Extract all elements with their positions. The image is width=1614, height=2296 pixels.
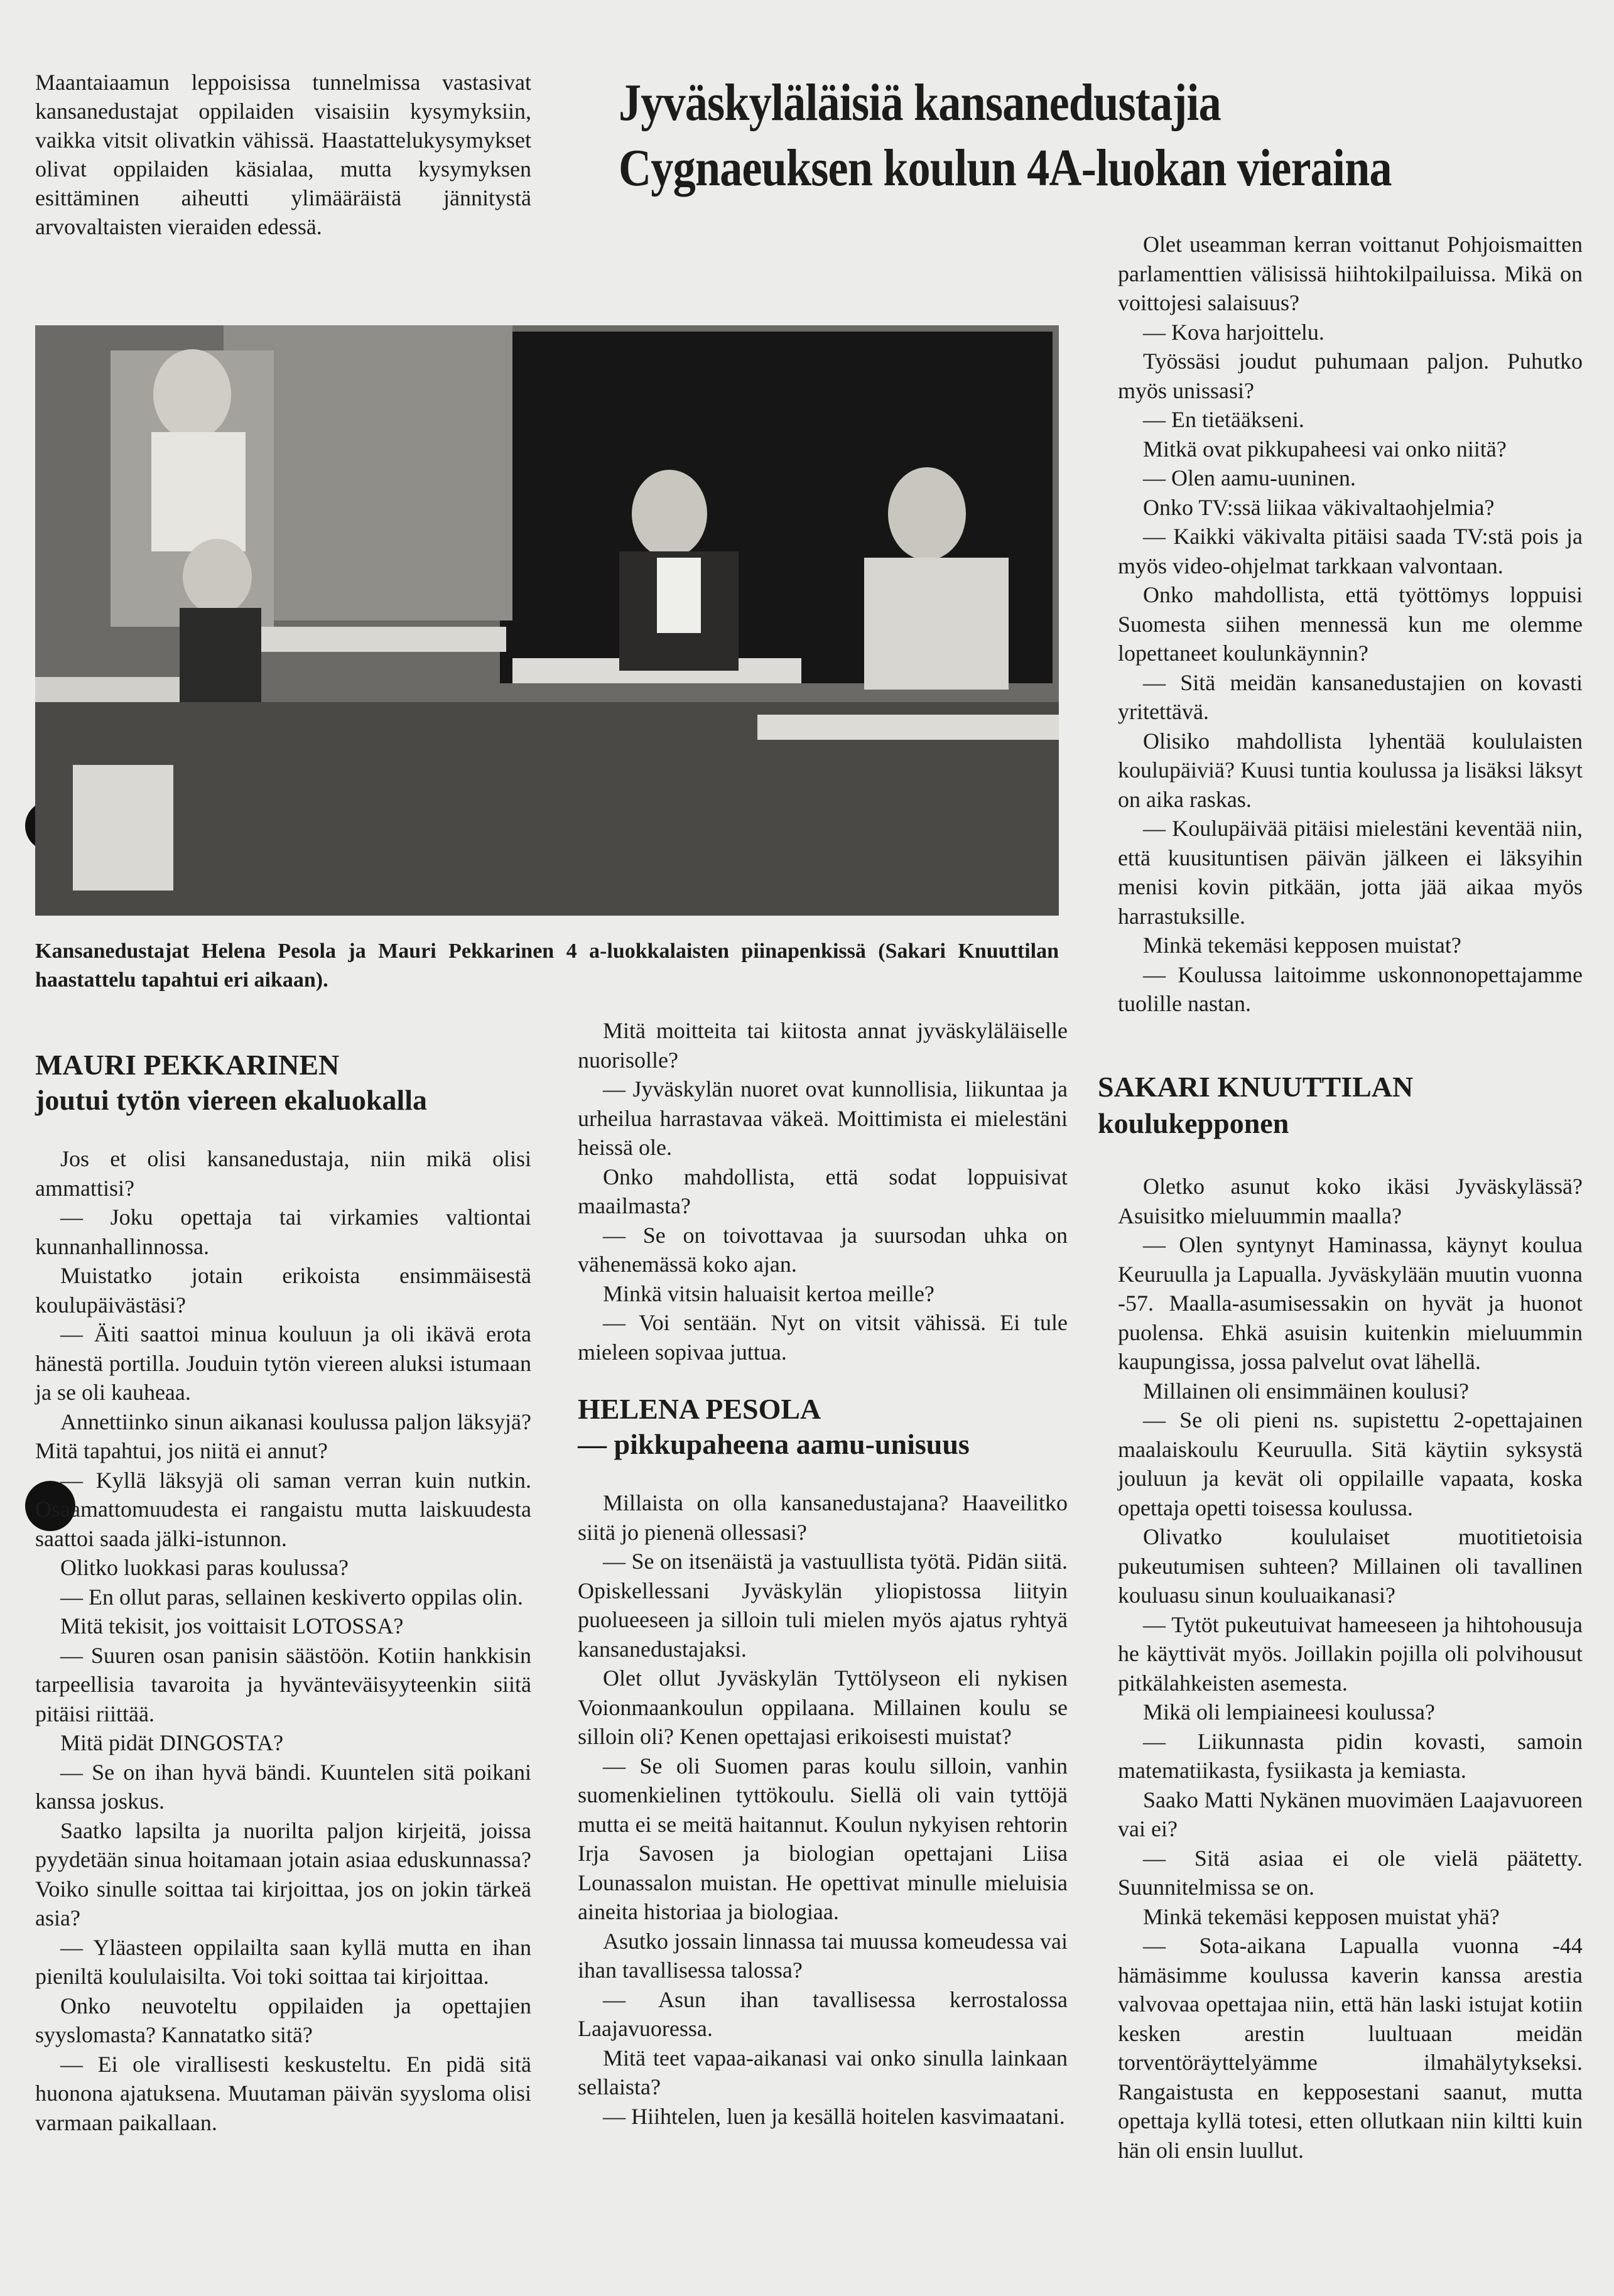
mauri-heading	[35, 1048, 531, 1118]
photo-caption: Kansanedustajat Helena Pesola ja Mauri Pekkarinen 4 a-luokkalaisten piinapenkissä (Sakari Knuuttilan haastattelu tapahtui eri aikaan).	[35, 940, 1059, 992]
headline	[619, 70, 1461, 201]
column-middle	[578, 1016, 1068, 2131]
paragraph: — Ei ole virallisesti keskusteltu. En pidä sitä huonona ajatuksena. Muutaman päivän syysloma olisi varmaan paikallaan.	[35, 2051, 531, 2135]
paragraph: — Se oli pieni ns. supistettu 2-opettajainen maalaiskoulu Keuruulla. Sitä käytiin syksystä jouluun ja kevät oli oppilaille vapaata, koska opettaja opetti toisessa koulussa.	[1118, 1407, 1583, 1520]
paragraph: Jos et olisi kansanedustaja, niin mikä olisi ammattisi?	[35, 1146, 531, 1201]
paragraph: — Sitä meidän kansanedustajien on kovasti yritettävä.	[1118, 669, 1583, 724]
paragraph: Asutko jossain linnassa tai muussa komeudessa vai ihan tavallisessa talossa?	[578, 1928, 1068, 1983]
paragraph: Onko TV:ssä liikaa väkivaltaohjelmia?	[1143, 494, 1495, 520]
headline-line-2: Cygnaeuksen koulun 4A-luokan vieraina	[619, 139, 1392, 197]
paragraph: Mitkä ovat pikkupaheesi vai onko niitä?	[1143, 436, 1507, 462]
paragraph: Saako Matti Nykänen muovimäen Laajavuoreen vai ei?	[1118, 1787, 1583, 1841]
paragraph: Onko mahdollista, että sodat loppuisivat maailmasta?	[578, 1164, 1068, 1218]
paragraph: Muistatko jotain erikoista ensimmäisestä koulupäivästäsi?	[35, 1263, 531, 1318]
paragraph: — Kaikki väkivalta pitäisi saada TV:stä pois ja myös video-ohjelmat tarkkaan valvontaan.	[1118, 524, 1583, 578]
paragraph: Mikä oli lempiaineesi koulussa?	[1143, 1699, 1435, 1725]
mauri-heading-name: MAURI PEKKARINEN	[35, 1049, 340, 1081]
paragraph: — Olen syntynyt Haminassa, käynyt koulua Keuruulla ja Lapualla. Jyväskylään muutin vuonna -57. Maalla-asumisessakin on hyvät ja huonot puolensa. Ehkä asuisin kuitenkin mieluummin kaupungissa, jossa palvelut ovat lähellä.	[1118, 1232, 1583, 1374]
paragraph: Millaista on olla kansanedustajana? Haaveilitko siitä jo pienenä ollessasi?	[578, 1490, 1068, 1545]
paragraph: Saatko lapsilta ja nuorilta paljon kirjeitä, joissa pyydetään sinua hoitamaan jotain asiaa eduskunnassa? Voiko sinulle soittaa tai kirjoittaa, jos on jokin tärkeä asia?	[35, 1817, 531, 1930]
paragraph: Mitä pidät DINGOSTA?	[60, 1730, 284, 1755]
paragraph: — Voi sentään. Nyt on vitsit vähissä. Ei tule mieleen sopivaa juttua.	[578, 1310, 1068, 1365]
paragraph: — Olen aamu-uuninen.	[1143, 465, 1356, 490]
sakari-heading-name: SAKARI KNUUTTILAN	[1098, 1071, 1414, 1103]
helena-heading-name: HELENA PESOLA	[578, 1393, 821, 1425]
paragraph: — Se on ihan hyvä bändi. Kuuntelen sitä poikani kanssa joskus.	[35, 1759, 531, 1814]
paragraph: Mitä tekisit, jos voittaisit LOTOSSA?	[60, 1613, 404, 1638]
column-right-top	[1118, 230, 1583, 1019]
paragraph: Olet ollut Jyväskylän Tyttölyseon eli nykisen Voionmaankoulun oppilaana. Millainen koulu se silloin oli? Kenen opettajasi erikoisesti muistat?	[578, 1665, 1068, 1749]
paragraph: — Kova harjoittelu.	[1143, 319, 1324, 345]
paragraph: Onko neuvoteltu oppilaiden ja opettajien syyslomasta? Kannatatko sitä?	[35, 1993, 531, 2047]
paragraph: Millainen oli ensimmäinen koulusi?	[1143, 1378, 1469, 1404]
helena-heading-sub: — pikkupaheena aamu-unisuus	[578, 1428, 970, 1460]
paragraph: — Yläasteen oppilailta saan kyllä mutta en ihan pieniltä koululaisilta. Voi toki soittaa tai kirjoittaa.	[35, 1934, 531, 1989]
paragraph: Olet useamman kerran voittanut Pohjoismaitten parlamenttien välisissä hiihtokilpailuissa. Mikä on voittojesi salaisuus?	[1118, 232, 1583, 315]
paragraph: — Hiihtelen, luen ja kesällä hoitelen kasvimaatani.	[603, 2103, 1065, 2129]
paragraph: — Tytöt pukeutuivat hameeseen ja hihtohousuja he käyttivät myös. Joillakin pojilla oli polvihousut pitkälahkeisten asemesta.	[1118, 1611, 1583, 1696]
paragraph: — Se on toivottavaa ja suursodan uhka on vähenemässä koko ajan.	[578, 1222, 1068, 1277]
paragraph: — Asun ihan tavallisessa kerrostalossa Laajavuoressa.	[578, 1986, 1068, 2041]
classroom-photo-illustration	[35, 325, 1059, 916]
paragraph: Minkä tekemäsi kepposen muistat?	[1143, 933, 1461, 958]
helena-heading	[578, 1392, 1068, 1462]
sakari-heading-sub: koulukepponen	[1098, 1107, 1289, 1139]
classroom-photo	[35, 325, 1059, 916]
paragraph: Onko mahdollista, että työttömys loppuisi Suomesta siihen mennessä kun me olemme lopettaneet koulunkäynnin?	[1118, 582, 1583, 666]
paragraph: — Äiti saattoi minua kouluun ja oli ikävä erota hänestä portilla. Jouduin tytön viereen aluksi istumaan ja se oli kauheaa.	[35, 1321, 531, 1405]
paragraph: — Se oli Suomen paras koulu silloin, vanhin suomenkielinen tyttökoulu. Siellä oli vain tyttöjä mutta ei se meitä haitannut. Koulun nykyisen rehtorin Irja Savosen ja biologian opettajani Liisa Lounassalon muistan. He opettivat minulle mieluisia aineita historiaa ja biologiaa.	[578, 1753, 1068, 1924]
headline-line-1: Jyväskyläläisiä kansanedustajia	[619, 73, 1221, 132]
paragraph: — En tietääkseni.	[1143, 407, 1304, 432]
paragraph: — Koulussa laitoimme uskonnonopettajamme tuolille nastan.	[1118, 961, 1583, 1016]
paragraph: — Jyväskylän nuoret ovat kunnollisia, liikuntaa ja urheilua harrastavaa väkeä. Moittimista ei mielestäni heissä ole.	[578, 1076, 1068, 1160]
sakari-heading	[1098, 1069, 1588, 1142]
paragraph: — Se on itsenäistä ja vastuullista työtä. Pidän siitä. Opiskellessani Jyväskylän yliopistossa liityin puolueeseen ja silloin tuli mielen myös ajatus ryhtyä kansanedustajaksi.	[578, 1549, 1068, 1662]
paragraph: Olivatko koululaiset muotitietoisia pukeutumisen suhteen? Millainen oli tavallinen kouluasu sinun kouluaikanasi?	[1118, 1524, 1583, 1608]
paragraph: — Suuren osan panisin säästöön. Kotiin hankkisin tarpeellisia tavaroita ja hyvänteväisyyteenkin siitä pitäisi riittää.	[35, 1642, 531, 1726]
intro-paragraph: Maantaiaamun leppoisissa tunnelmissa vastasivat kansanedustajat oppilaiden visaisiin kysymyksiin, vaikka vitsit olivatkin vähissä. Haastattelukysymykset olivat oppilaiden käsialaa, mutta kysymyksen esittäminen aiheutti ylimääräistä jännitystä arvovaltaisten vieraiden edessä.	[35, 70, 531, 239]
paragraph: Minkä tekemäsi kepposen muistat yhä?	[1143, 1903, 1500, 1929]
column-mauri	[35, 1048, 531, 2137]
paragraph: Mitä teet vapaa-aikanasi vai onko sinulla lainkaan sellaista?	[578, 2045, 1068, 2099]
paragraph: Minkä vitsin haluaisit kertoa meille?	[603, 1281, 934, 1306]
paragraph: Olisiko mahdollista lyhentää koululaisten koulupäiviä? Kuusi tuntia koulussa ja lisäksi läksyt on aika raskas.	[1118, 728, 1583, 812]
column-sakari	[1118, 1172, 1583, 2165]
paragraph: — Koulupäivää pitäisi mielestäni keventää niin, että kuusituntisen päivän jälkeen ei läksyihin menisi kovin pitkään, jotta jää aikaa myös harrastuksille.	[1118, 816, 1583, 929]
paragraph: Annettiinko sinun aikanasi koulussa paljon läksyjä? Mitä tapahtui, jos niitä ei annut?	[35, 1409, 531, 1463]
paragraph: — Sitä asiaa ei ole vielä päätetty. Suunnitelmissa se on.	[1118, 1845, 1583, 1900]
paragraph: — Joku opettaja tai virkamies valtiontai kunnanhallinnossa.	[35, 1205, 531, 1259]
paragraph: — En ollut paras, sellainen keskiverto oppilas olin.	[60, 1584, 523, 1610]
paragraph: Oletko asunut koko ikäsi Jyväskylässä? Asuisitko mieluummin maalla?	[1118, 1174, 1583, 1228]
paragraph: Olitko luokkasi paras koulussa?	[60, 1555, 349, 1580]
paragraph: Työssäsi joudut puhumaan paljon. Puhutko myös unissasi?	[1118, 349, 1583, 403]
paragraph: — Sota-aikana Lapualla vuonna -44 hämäsimme koulussa kaverin kanssa arestia valvovaa opettajaa niin, että hän laski istujat kotiin kesken arestin luultuaan meidän torventöräyttelyämme ilmahälytykseksi. Rangaistusta en kepposestani saanut, mutta opettaja kyllä totesi, etten ollutkaan niin kiltti kuin hän oli ensin luullut.	[1118, 1933, 1583, 2163]
paragraph: — Kyllä läksyjä oli saman verran kuin nutkin. Osaamattomuudesta ei rangaistu mutta laiskuudesta saattoi saada jälki-istunnon.	[35, 1467, 531, 1551]
paragraph: — Liikunnasta pidin kovasti, samoin matematiikasta, fysiikasta ja kemiasta.	[1118, 1728, 1583, 1783]
mauri-heading-sub: joutui tytön viereen ekaluokalla	[35, 1084, 428, 1116]
paragraph: Mitä moitteita tai kiitosta annat jyväskyläläiselle nuorisolle?	[578, 1018, 1068, 1073]
